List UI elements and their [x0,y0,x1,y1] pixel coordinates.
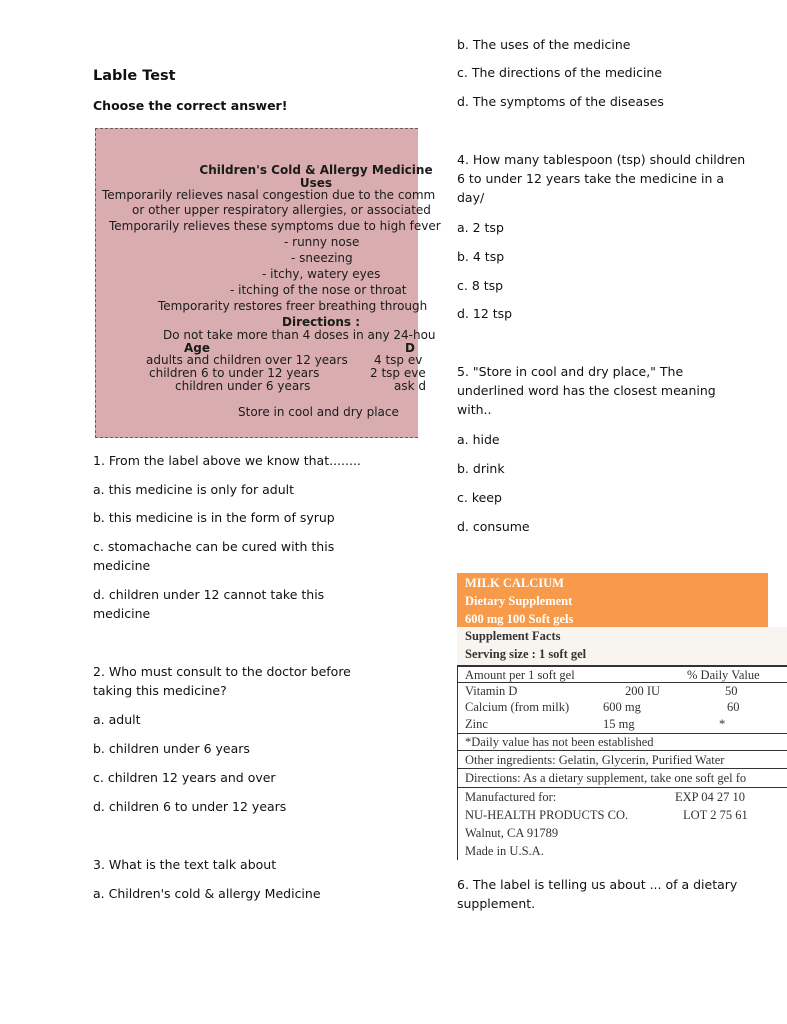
dosage-amount: ask d [394,379,426,393]
option-2d[interactable]: d. children 6 to under 12 years [93,799,287,814]
facts-title: Supplement Facts [465,629,561,643]
product-name: MILK CALCIUM [465,576,564,590]
option-1a[interactable]: a. this medicine is only for adult [93,482,295,497]
question-3: 3. What is the text talk about [93,857,277,872]
option-2a[interactable]: a. adult [93,712,141,727]
option-2b[interactable]: b. children under 6 years [93,741,250,756]
symptom-line: - runny nose [284,235,360,249]
storage-text: Store in cool and dry place [238,405,399,419]
medicine-name: Children's Cold & Allergy Medicine [199,163,433,177]
dose-heading: D [405,341,415,355]
nutrient-amount: 200 IU [625,684,661,698]
question-4: 4. How many tablespoon (tsp) should children 6 to under 12 years take the medicine in a day/ [457,152,746,205]
dv-label: % Daily Value [687,668,760,682]
nutrient-amount: 600 mg [603,700,641,714]
uses-line: Temporarity restores freer breathing through [158,299,428,313]
option-1c[interactable]: c. stomachache can be cured with this medicine [93,539,335,573]
product-type: Dietary Supplement [465,594,573,608]
footnote: *Daily value has not been established [457,733,787,751]
made-in: Made in U.S.A. [465,844,544,858]
symptom-line: - sneezing [291,251,353,265]
option-4a[interactable]: a. 2 tsp [457,220,504,235]
option-5c[interactable]: c. keep [457,490,502,505]
question-5: 5. "Store in cool and dry place," The underlined word has the closest meaning with.. [457,364,716,417]
directions-text: Do not take more than 4 doses in any 24-hou [163,328,436,342]
nutrient-dv: 50 [725,684,738,698]
company-city: Walnut, CA 91789 [465,826,559,840]
option-5b[interactable]: b. drink [457,461,505,476]
symptom-line: - itching of the nose or throat [230,283,407,297]
nutrient-name: Vitamin D [465,684,518,698]
uses-line: Temporarily relieves nasal congestion due to the comm [102,188,436,202]
uses-heading: Uses [299,176,333,190]
lot-number: LOT 2 75 61 [683,808,748,822]
option-3d[interactable]: d. The symptoms of the diseases [457,94,664,109]
question-2: 2. Who must consult to the doctor before taking this medicine? [93,664,351,698]
nutrient-row [457,682,787,700]
question-1: 1. From the label above we know that........ [93,453,361,468]
nutrient-amount: 15 mg [603,717,635,731]
dosage-amount: 4 tsp ev [374,353,423,367]
option-4d[interactable]: d. 12 tsp [457,306,513,321]
manufactured-for: Manufactured for: [465,790,557,804]
dosage-age: children 6 to under 12 years [149,366,320,380]
nutrient-row [457,716,787,733]
directions-heading: Directions : [282,315,360,329]
option-1b[interactable]: b. this medicine is in the form of syrup [93,510,335,525]
nutrient-name: Zinc [465,717,488,731]
nutrient-row [457,699,787,716]
calcium-label-image [457,573,768,860]
question-6: 6. The label is telling us about ... of a dietary supplement. [457,877,738,911]
facts-block [457,627,787,665]
product-size: 600 mg 100 Soft gels [465,612,574,626]
option-2c[interactable]: c. children 12 years and over [93,770,276,785]
medicine-label-image [95,128,441,438]
manufacturer-block [457,787,787,860]
page-title: Lable Test [93,68,176,84]
option-5d[interactable]: d. consume [457,519,530,534]
nutrient-dv: 60 [727,700,740,714]
option-3c[interactable]: c. The directions of the medicine [457,65,663,80]
serving-size: Serving size : 1 soft gel [465,647,587,661]
expiry-date: EXP 04 27 10 [675,790,746,804]
option-4b[interactable]: b. 4 tsp [457,249,505,264]
option-1d[interactable]: d. children under 12 cannot take this medicine [93,587,325,621]
dosage-amount: 2 tsp eve [370,366,426,380]
age-heading: Age [184,341,211,355]
nutrient-name: Calcium (from milk) [465,700,570,714]
instruction: Choose the correct answer! [93,98,288,113]
option-5a[interactable]: a. hide [457,432,500,447]
option-4c[interactable]: c. 8 tsp [457,278,504,293]
symptom-line: - itchy, watery eyes [262,267,381,281]
uses-line: Temporarily relieves these symptoms due to high fever [109,219,441,233]
directions: Directions: As a dietary supplement, take one soft gel fo [457,768,787,787]
other-ingredients: Other ingredients: Gelatin, Glycerin, Purified Water [457,750,787,769]
calcium-label-header [457,573,768,627]
dosage-age: adults and children over 12 years [146,353,348,367]
company-name: NU-HEALTH PRODUCTS CO. [465,808,629,822]
option-3a[interactable]: a. Children's cold & allergy Medicine [93,886,321,901]
amount-label: Amount per 1 soft gel [465,668,575,682]
dosage-age: children under 6 years [175,379,311,393]
option-3b[interactable]: b. The uses of the medicine [457,37,631,52]
uses-line: or other upper respiratory allergies, or associated [132,203,431,217]
nutrient-dv: * [719,717,726,731]
